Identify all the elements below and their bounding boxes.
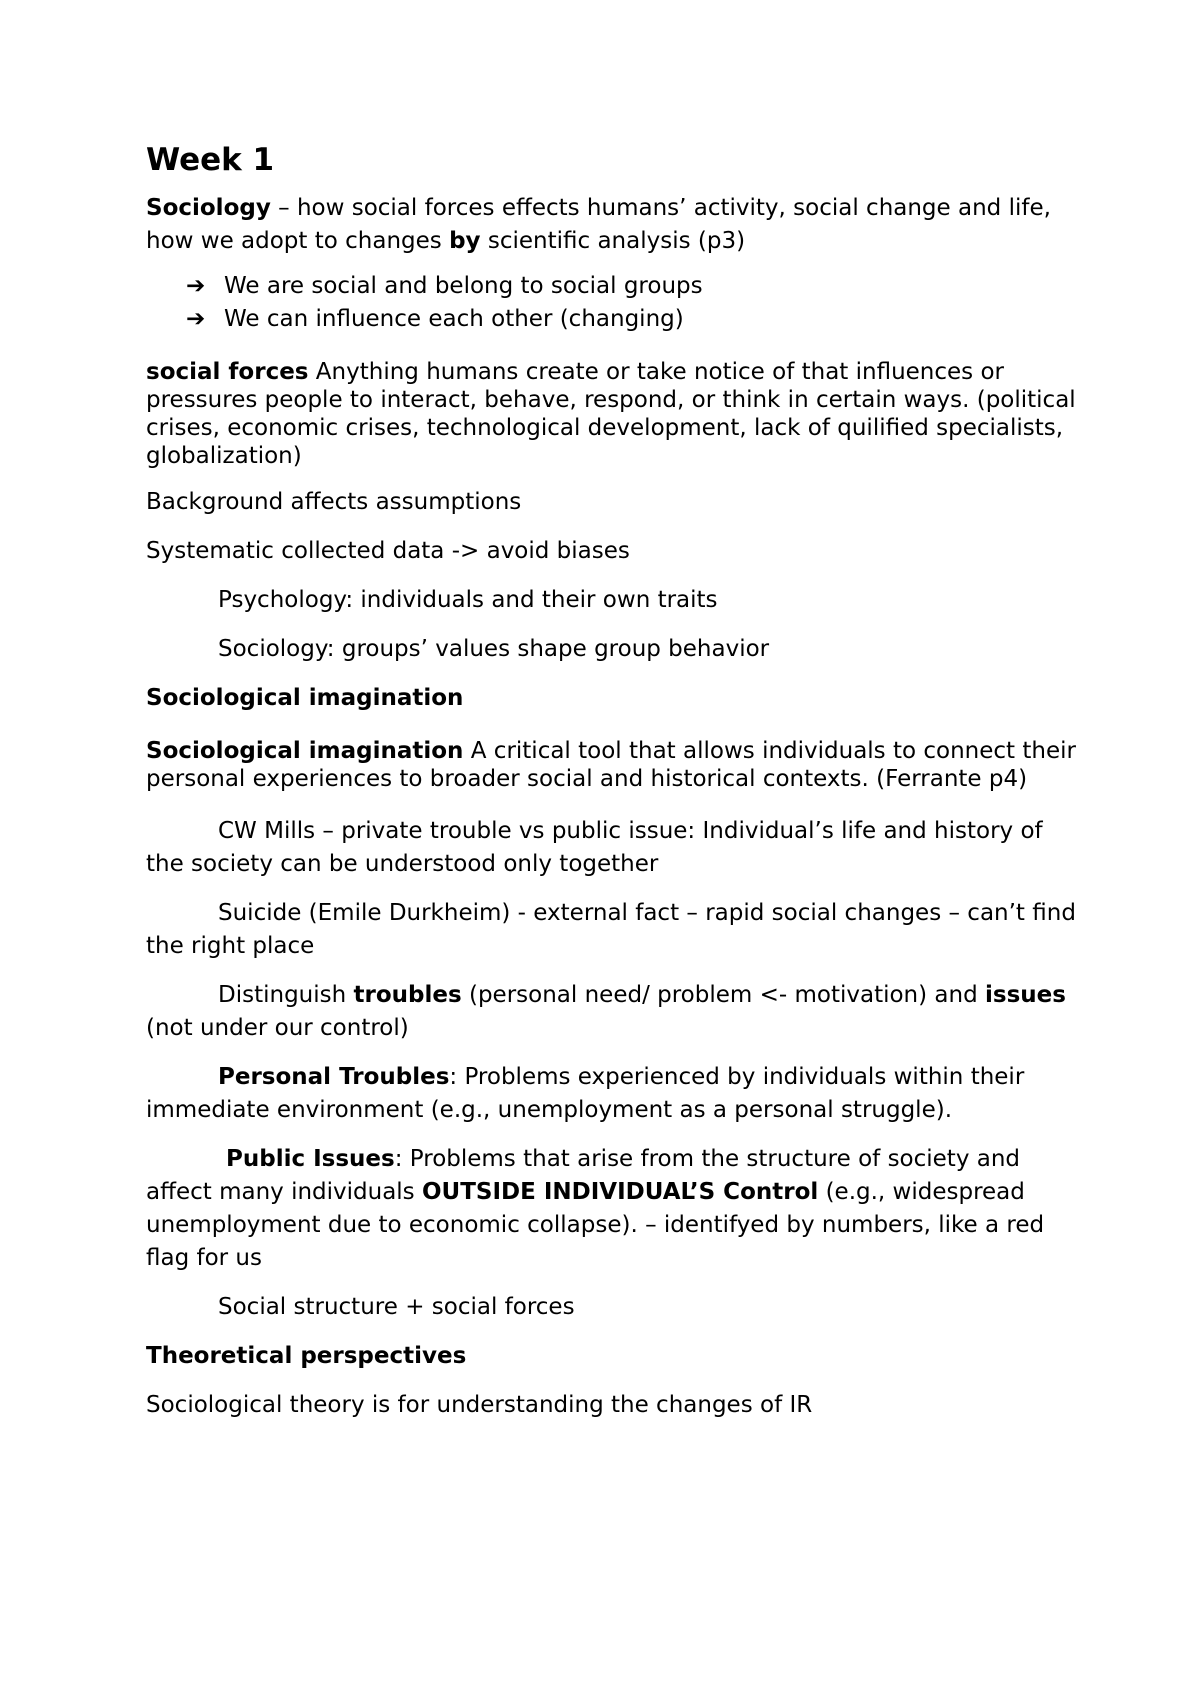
personal-troubles-paragraph: Personal Troubles: Problems experienced by individuals within their immediate environment (e.g., unemployment as a personal struggle). [146,1064,1025,1123]
social-structure-paragraph: Social structure + social forces [218,1294,575,1320]
suicide-paragraph: Suicide (Emile Durkheim) - external fact – rapid social changes – can’t find the right place [146,900,1076,959]
heading-sociological-imagination: Sociological imagination [146,685,464,711]
public-issues-paragraph: Public Issues: Problems that arise from the structure of society and affect many individuals OUTSIDE INDIVIDUAL’S Control (e.g., widespread unemployment due to economic collapse). – identifyed by numbers, like a red flag for us [146,1146,1045,1271]
arrow-icon: ➔ [186,273,206,299]
list-item: ➔ We are social and belong to social groups [146,270,1076,303]
social-forces-definition: social forces Anything humans create or take notice of that influences or pressures people to interact, behave, respond, or think in certain ways. (political crises, economic crises, technological development, lack of quilified specialists, globalization) [146,359,1076,469]
sociology-groups-paragraph: Sociology: groups’ values shape group behavior [218,636,770,662]
page-title: Week 1 [146,142,275,178]
arrow-list [146,270,1076,336]
term-sociology: Sociology [146,195,271,221]
document-page [146,140,1076,1422]
soc-imagination-definition: Sociological imagination A critical tool that allows individuals to connect their personal experiences to broader social and historical contexts. (Ferrante p4) [146,738,1076,792]
distinguish-paragraph: Distinguish troubles (personal need/ problem <- motivation) and issues (not under our control) [146,982,1066,1041]
term-social-forces: social forces [146,359,309,385]
mills-paragraph: CW Mills – private trouble vs public issue: Individual’s life and history of the society can be understood only together [146,818,1043,877]
arrow-icon: ➔ [186,306,206,332]
list-item: ➔ We can influence each other (changing) [146,303,1076,336]
background-paragraph: Background affects assumptions [146,489,522,515]
psychology-paragraph: Psychology: individuals and their own traits [218,587,718,613]
systematic-paragraph: Systematic collected data -> avoid biases [146,538,630,564]
sociology-definition: Sociology – how social forces effects humans’ activity, social change and life, how we adopt to changes by scientific analysis (p3) [146,195,1051,254]
term-soc-imagination: Sociological imagination [146,738,464,764]
theory-paragraph: Sociological theory is for understanding the changes of IR [146,1392,813,1418]
heading-theoretical-perspectives: Theoretical perspectives [146,1343,467,1369]
